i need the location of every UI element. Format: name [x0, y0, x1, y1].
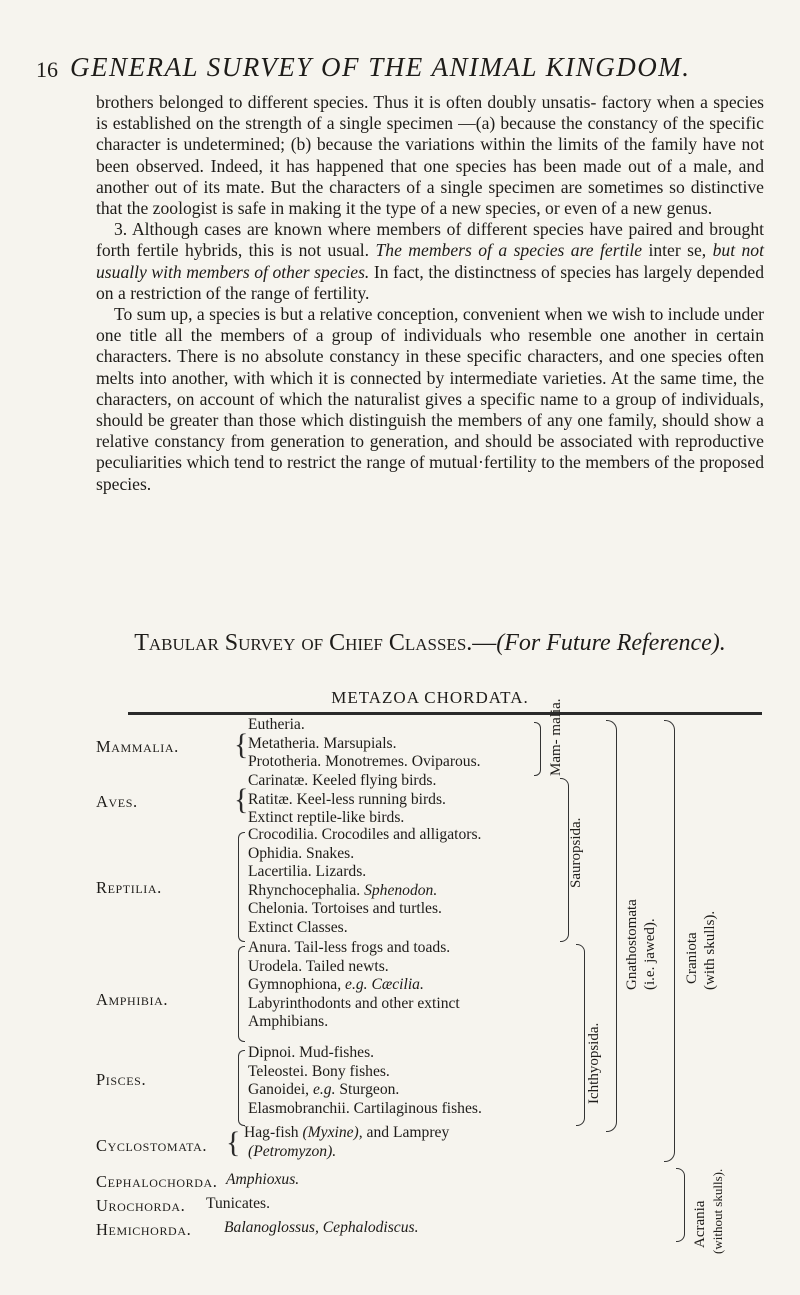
aves-entries — [248, 772, 446, 828]
brace-cyclostomata: { — [226, 1126, 241, 1159]
reptilia-rhyncho: Rhynchocephalia. — [248, 881, 365, 899]
bracket-reptilia — [238, 832, 245, 942]
bracket-craniota — [664, 720, 675, 1162]
paragraph-2 — [96, 219, 764, 304]
table-title — [96, 628, 764, 658]
reptilia-rhyncho-genus: Sphenodon. — [364, 881, 438, 899]
reptilia-row: Crocodilia. Crocodiles and alligators. — [248, 826, 482, 843]
table-top-rule — [128, 712, 762, 715]
bracket-amphibia — [238, 946, 245, 1042]
paragraph-3: To sum up, a species is but a relative conception, convenient when we wish to include under one title all the members of a group of individuals who resemble one another in certain characters. There is no absolute constancy in these specific characters, and one species often melts into another, with which it is connected by intermediate varieties. At the same time, the characters, on account of which the naturalist gives a specific name to a group of individuals, should be greater than those which distinguish the members of any one family, should show a relative constancy from generation to generation, and should be associated with reproductive peculiarities which tend to restrict the range of mutual·fertility to the members of the proposed species. — [96, 304, 764, 494]
amphibia-gymno: Gymnophiona, — [248, 976, 346, 994]
pisces-row: Dipnoi. Mud-fishes. — [248, 1044, 375, 1061]
cephalochorda-entry: Amphioxus. — [226, 1171, 300, 1188]
aves-row: Carinatæ. Keeled flying birds. — [248, 772, 437, 789]
pisces-entries — [248, 1044, 482, 1118]
paragraph-2-latin: inter se, — [642, 240, 713, 261]
amphibia-row: Labyrinthodonts and other extinct — [248, 994, 460, 1012]
table-subtitle: METAZOA CHORDATA. — [331, 688, 529, 707]
mammalia-row: Metatheria. Marsupials. — [248, 734, 397, 752]
pisces-row: Elasmobranchii. Cartilaginous fishes. — [248, 1099, 482, 1117]
aves-row: Ratitæ. Keel-less running birds. — [248, 790, 446, 808]
class-hemichorda: Hemichorda. — [96, 1220, 192, 1239]
label-ichthyopsida: Ichthyopsida. — [586, 1022, 602, 1104]
hemichorda-entry: Balanoglossus, Cephalodiscus. — [224, 1219, 419, 1236]
label-acrania-sub: (without skulls). — [710, 1168, 725, 1254]
mammalia-entries — [248, 716, 481, 772]
bracket-mammalia-group — [534, 722, 541, 776]
class-reptilia: Reptilia. — [96, 878, 162, 897]
reptilia-row: Extinct Classes. — [248, 918, 348, 936]
label-gnathostomata: Gnathostomata — [624, 899, 640, 990]
class-cephalochorda: Cephalochorda. — [96, 1172, 218, 1191]
reptilia-row: Lacertilia. Lizards. — [248, 863, 367, 881]
pisces-row: Teleostei. Bony fishes. — [248, 1062, 390, 1080]
label-mammalia: Mam- malia. — [548, 698, 564, 776]
pisces-ganoid-end: Sturgeon. — [335, 1081, 400, 1099]
bracket-acrania — [676, 1168, 685, 1242]
cyclo-lamprey: and Lamprey — [362, 1124, 450, 1141]
cyclostomata-row — [244, 1124, 449, 1143]
aves-row: Extinct reptile-like birds. — [248, 809, 405, 827]
amphibia-row: Amphibians. — [248, 1013, 329, 1031]
paragraph-2-end: In fact, the distinctness of species has largely depended on a restriction of the range of fertility. — [96, 261, 764, 303]
table-title-italic: (For Future Reference). — [496, 630, 726, 656]
reptilia-row — [248, 882, 481, 901]
bracket-ichthyopsida — [576, 944, 585, 1126]
mammalia-row: Prototheria. Monotremes. Oviparous. — [248, 753, 481, 771]
bracket-gnathostomata — [606, 720, 617, 1132]
amphibia-gymno-example: e.g. Cæcilia. — [345, 976, 424, 994]
page-number: 16 — [36, 57, 58, 82]
amphibia-row: Urodela. Tailed newts. — [248, 957, 389, 975]
cyclo-myxine: (Myxine), — [302, 1124, 363, 1141]
label-gnathostomata-sub: (i.e. jawed). — [642, 918, 658, 990]
label-sauropsida: Sauropsida. — [568, 817, 584, 888]
brace-aves: { — [234, 783, 249, 816]
cyclo-hagfish: Hag-fish — [244, 1124, 303, 1141]
paragraph-1: brothers belonged to different species. Thus it is often doubly unsatis- factory when a species is established on the strength of a single specimen —(a) because the constancy of the specific character is undetermined; (b) because the variations within the limits of the family have not been observed. Indeed, it has happened that one species has been made out of a male, and another out of its mate. But the characters of a single specimen are sometimes so distinctive that the zoologist is safe in making it the type of a new species, or even of a new genus. — [96, 92, 764, 219]
label-craniota: Craniota — [684, 932, 700, 984]
reptilia-row: Chelonia. Tortoises and turtles. — [248, 900, 442, 918]
urochorda-entry: Tunicates. — [206, 1195, 270, 1212]
class-cyclostomata: Cyclostomata. — [96, 1136, 208, 1155]
class-mammalia: Mammalia. — [96, 737, 179, 756]
mammalia-row: Eutheria. — [248, 716, 305, 733]
cyclostomata-row — [244, 1143, 449, 1162]
page-header — [0, 30, 800, 90]
class-pisces: Pisces. — [96, 1070, 147, 1089]
running-title: GENERAL SURVEY OF THE ANIMAL KINGDOM. — [70, 52, 691, 82]
paragraph-2-start: 3. Although cases are known where members of different species have paired and brought forth fertile hybrids, this is not usual. — [96, 219, 764, 261]
paragraph-2-italic: The members of a species are fertile — [375, 240, 643, 261]
label-acrania: Acrania — [692, 1200, 708, 1248]
body-text — [96, 92, 764, 495]
class-aves: Aves. — [96, 792, 138, 811]
label-craniota-sub: (with skulls). — [702, 910, 718, 990]
class-amphibia: Amphibia. — [96, 990, 169, 1009]
amphibia-row: Anura. Tail-less frogs and toads. — [248, 939, 451, 956]
pisces-ganoid: Ganoidei, — [248, 1081, 313, 1099]
reptilia-entries — [248, 826, 481, 938]
amphibia-entries — [248, 939, 460, 1032]
amphibia-row — [248, 976, 460, 995]
reptilia-row: Ophidia. Snakes. — [248, 844, 355, 862]
table-title-main: Tabular Survey of Chief Classes.— — [134, 630, 497, 656]
bracket-pisces — [238, 1050, 245, 1126]
cyclostomata-entries — [244, 1124, 449, 1161]
class-urochorda: Urochorda. — [96, 1196, 186, 1215]
pisces-row — [248, 1081, 482, 1100]
paragraph-2-italic-2: but not usually with members of other species. — [96, 240, 764, 282]
brace-mammalia: { — [234, 728, 249, 761]
pisces-ganoid-eg: e.g. — [312, 1081, 336, 1099]
cyclo-petromyzon: (Petromyzon). — [248, 1142, 337, 1160]
